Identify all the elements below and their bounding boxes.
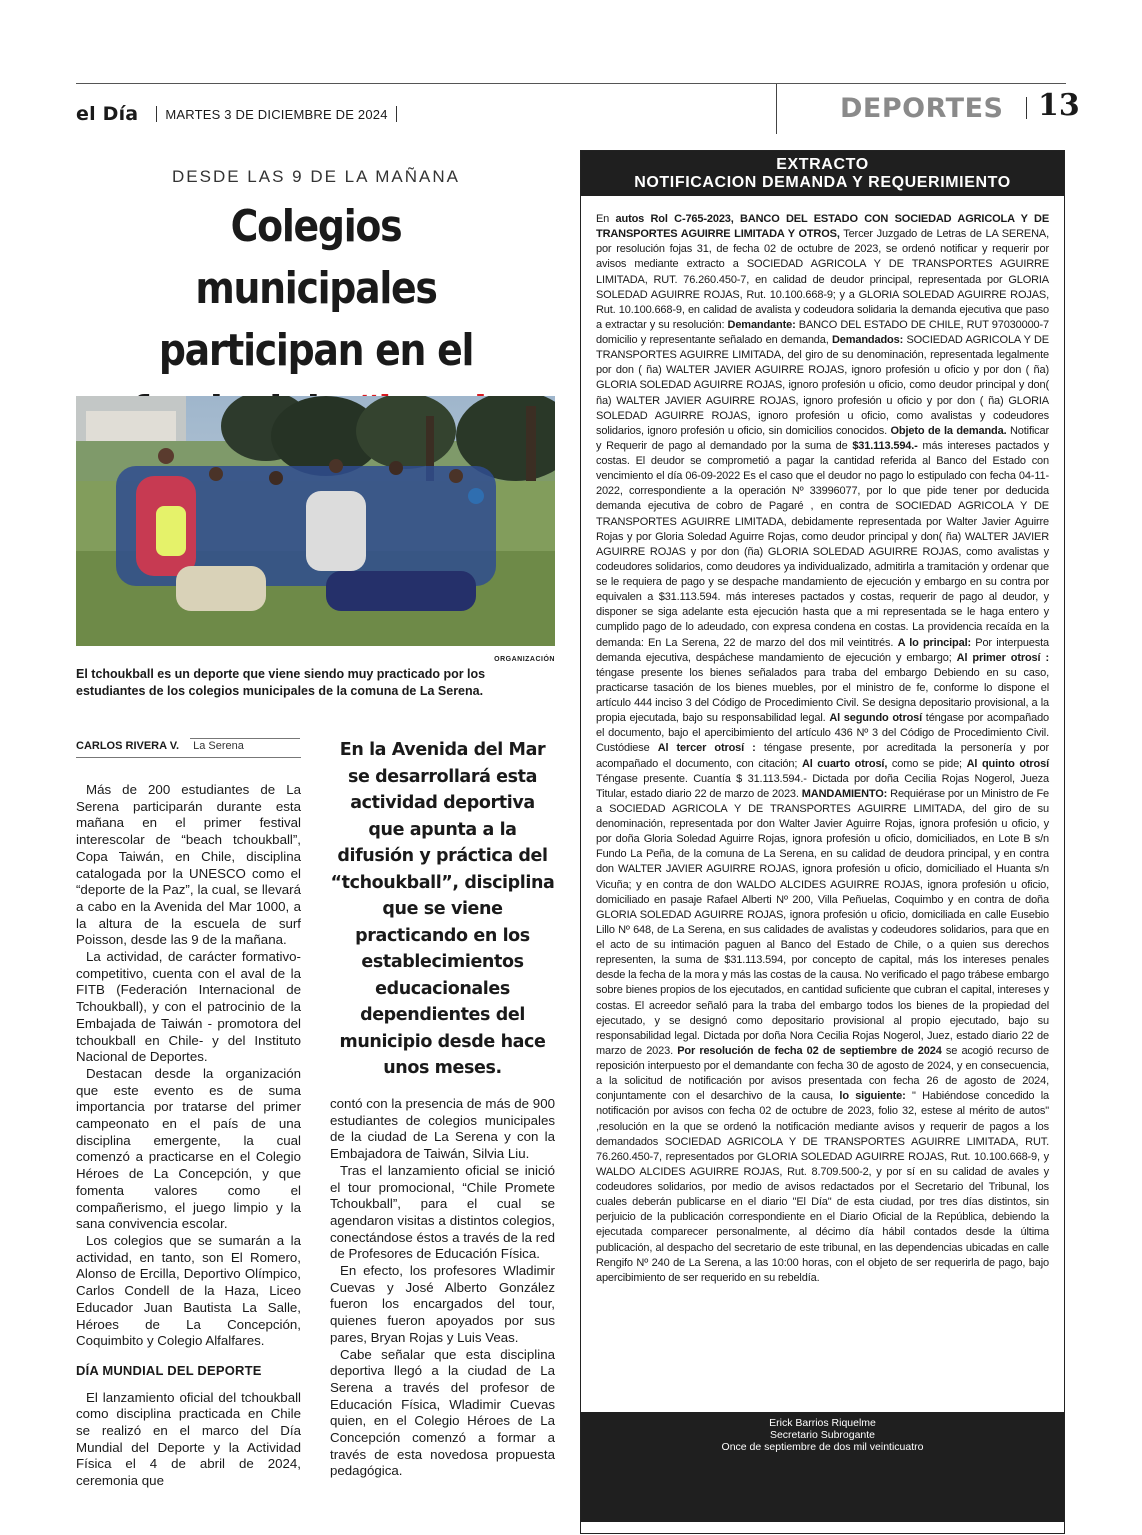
paragraph: Tras el lanzamiento oficial se inició el tour promocional, “Chile Promete Tchoukball”, para el cual se agendaron visitas a distintos colegios, conectándose éstos a través de la red de Profesores de Educación Física. [330, 1162, 555, 1262]
author-location: La Serena [193, 740, 244, 752]
article-subhead: DÍA MUNDIAL DEL DEPORTE [76, 1362, 262, 1378]
article-kicker: DESDE LAS 9 DE LA MAÑANA [172, 167, 460, 186]
paragraph: En efecto, los profesores Wladimir Cuevas y José Alberto González fueron los encargados del tour, quienes fueron apoyados por sus pares, Bryan Rojas y Luis Veas. [330, 1263, 555, 1345]
author-name: CARLOS RIVERA V. [76, 740, 180, 752]
signatory-title: Secretario Subrogante [769, 1429, 876, 1441]
byline [76, 740, 301, 752]
photo-credit: ORGANIZACIÓN [494, 656, 555, 663]
article-column-1 [76, 782, 301, 1490]
paragraph: Más de 200 estudiantes de La Serena participarán durante esta mañana en el primer festival interescolar de “beach tchoukball”, Copa Taiwán, en Chile, disciplina catalogada por la UNESCO como el “deporte de la Paz”, la cual, se llevará a cabo en la Avenida del Mar 1000, a la altura de la escuela de surf Poisson, desde las 9 de la mañana. [76, 782, 301, 948]
paragraph: Cabe señalar que esta disciplina deportiva llegó a la ciudad de La Serena a través del profesor de Educación Física, Wladimir Cuevas quien, en el Colegio Héroes de La Concepción comenzó a formar a través de esta novedosa propuesta pedagógica. [330, 1346, 555, 1479]
paragraph: Los colegios que se sumarán a la actividad, en tanto, son El Romero, Alonso de Ercilla, Deportivo Olímpico, Carlos Condell de la Haza, Liceo Educador Juan Bautista La Salle, Héroes de La Concepción, Coquimbito y Colegio Alfalfares. [76, 1232, 301, 1349]
legal-notice-signature [581, 1412, 1064, 1522]
newspaper-logo: el Día [76, 103, 139, 125]
paragraph: contó con la presencia de más de 900 estudiantes de colegios municipales de la ciudad de La Serena y con la Embajadora de Taiwán, Silvia Liu. [330, 1096, 555, 1162]
group-photo-illustration [76, 396, 555, 646]
paragraph: El lanzamiento oficial del tchoukball como disciplina practicada en Chile se realizó en el marco del Día Mundial del Deporte y la Actividad Física el 4 de abril de 2024, ceremonia que [76, 1389, 301, 1489]
signatory-name: Erick Barrios Riquelme [769, 1417, 876, 1429]
masthead [76, 100, 776, 128]
paragraph: La actividad, de carácter formativo-competitivo, cuenta con el aval de la FITB (Federación Internacional de Tchoukball), y con el patrocinio de la Embajada de Taiwán - promotora del tchoukball en Chile- y del Instituto Nacional de Deportes. [76, 949, 301, 1065]
section-divider [776, 84, 777, 134]
top-rule [76, 83, 1066, 84]
article-photo [76, 396, 555, 646]
issue-date: MARTES 3 DE DICIEMBRE DE 2024 [165, 106, 388, 122]
legal-notice-body: En autos Rol C-765-2023, BANCO DEL ESTADO CON SOCIEDAD AGRICOLA Y DE TRANSPORTES AGUIRRE LIMITADA Y OTROS, Tercer Juzgado de Letras de LA SERENA, por resolución fojas 31, de fecha 02 de octubre de 2023, se ordenó notificar y requerir por avisos mediante extracto a SOCIEDAD AGRICOLA Y DE TRANSPORTES AGUIRRE LIMITADA, RUT. 76.260.450-7, en calidad de deudor principal, representada por GLORIA SOLEDAD AGUIRRE ROJAS, Rut. 10.100.668-9; y a GLORIA SOLEDAD AGUIRRE ROJAS, Rut. 10.100.668-9, en calidad de avalista y codeudora solidaria la demanda ejecutiva que paso a extractar y su resolución: Demandante: BANCO DEL ESTADO DE CHILE, RUT 97030000-7 domicilio y representante señalado en demanda, Demandados: SOCIEDAD AGRICOLA Y DE TRANSPORTES AGUIRRE LIMITADA, del giro de su denominación, representada legalmente por don ( ña) WALTER JAVIER AGUIRRE ROJAS, ignoro profesión u oficio y por don ( ña) GLORIA SOLEDAD AGUIRRE ROJAS, ignoro profesión u oficio, como deudor principal y don( ña) WALTER JAVIER AGUIRRE ROJAS, ignoro profesión u oficio y por don ( ña) GLORIA SOLEDAD AGUIRRE ROJAS, ignoro profesión u oficio, como avalistas y codeudores solidarios, ignoro profesión u oficio, sin domicilios conocidos. Objeto de la demanda. Notificar y Requerir de pago al demandado por la suma de $31.113.594.- más intereses pactados y costas. El deudor se comprometió a pagar la cantidad referida al Banco del Estado con vencimiento el día 06-09-2022 Es el caso que el deudor no pago lo estipulado con fecha 04-11-2022, correspondiente a la operación Nº 33996077, por lo que pide tener por deducida demanda ejecutiva de cobro de Pagaré , en contra de SOCIEDAD AGRICOLA Y DE TRANSPORTES AGUIRRE LIMITADA, debidamente representada por Walter Javier Aguirre Rojas y por Gloria Soledad Aguirre Rojas, como deudor principal y don( ña) WALTER JAVIER AGUIRRE ROJAS y por don (ña) GLORIA SOLEDAD AGUIRRE ROJAS, como avalistas y codeudores solidarios, como deudores ya individualizado, admitirla a tramitación y ordenar que se le requiera de pago y se despache mandamiento de ejecución y embargo en su contra por equivalen a $31.113.594. más intereses pactados y costas, requerir de pago al deudor, y disponer se siga adelante esta ejecución hasta que a mi representada se le haga entero y cumplido pago de lo adeudado, con expresa condena en costas. La providencia recaída en la demanda: En La Serena, 22 de marzo del dos mil veintitrés. A lo principal: Por interpuesta demanda ejecutiva, despáchese mandamiento de ejecución y embargo; Al primer otrosí : téngase presente los bienes señalados para traba del embargo Debiendo en su caso, practicarse tasación de los bienes muebles, por el ministro de fe, conforme lo dispone el artículo 444 inciso 3 del Código de Procedimiento Civil. Se designa depositario provisional, a la propia ejecutada, bajo su responsabilidad legal. Al segundo otrosí téngase por acompañado el documento, bajo el apercibimiento del artículo 436 Nº 3 del Código de Procedimiento Civil. Custódiese Al tercer otrosí : téngase presente, por acreditada la personería y por acompañado el documento, con citación; Al cuarto otrosí, como se pide; Al quinto otrosí Téngase presente. Cuantía $ 31.113.594.- Dictada por doña Cecilia Rojas Nogerol, Jueza Titular, estado diario 22 de marzo de 2023. MANDAMIENTO: Requiérase por un Ministro de Fe a SOCIEDAD AGRICOLA Y DE TRANSPORTES AGUIRRE LIMITADA, del giro de su denominación, representada por don Walter Javier Aguirre Rojas, ignora profesión u oficio, y por doña Gloria Soledad Aguirre Rojas, ignora profesión u oficio, domiciliados, en Lote B s/n Fundo La Peña, de la comuna de La Serena, en su calidad de deudora principal, y en contra don WALTER JAVIER AGUIRRE ROJAS, ignora profesión u oficio, domiciliado el Huanta s/n Vicuña; y en contra de don WALDO ALCIDES AGUIRRE ROJAS, ignora profesión u oficio, domiciliado en pasaje Rafael Alberti Nº 200, Villa Peñuelas, Coquimbo y en contra de doña GLORIA SOLEDAD AGUIRRE ROJAS, ignora profesión u oficio, domiciliada en calle Eusebio Lillo Nº 648, de La Serena, en sus calidades de avalistas y codeudores solidarios, para que en el acto de su intimación paguen al Banco del Estado de Chile, o a quien sus derechos representen, la suma de $31.113.594, por concepto de capital, más los intereses penales desde la fecha de la mora y más las costas de la causa. No verificado el pago trábese embargo sobre bienes propios de los ejecutados, en cantidad suficiente que cubran el capital, intereses y costas. El acreedor señaló para la traba del embargo todos los bienes de la propiedad del ejecutado, y se designó como depositario provisional al propio ejecutado, bajo su responsabilidad legal. Dictada por doña Nora Cecilia Rojas Nogerol, Juez, estado diario 22 de marzo de 2023. Por resolución de fecha 02 de septiembre de 2024 se acogió recurso de reposición interpuesto por el demandante con fecha 30 de agosto de 2024, y en consecuencia, a la solicitud de notificación por avisos presentada con fecha 26 de agosto de 2024, conjuntamente con el desarchivo de la causa, lo siguiente: " Habiéndose concedido la notificación por avisos con fecha 02 de octubre de 2023, folio 32, estese al mérito de autos" ,resolución en la que se ordenó la notificación mediante avisos y requerir de pagos a los demandados SOCIEDAD AGRICOLA Y DE TRANSPORTES AGUIRRE LIMITADA, RUT. 76.260.450-7, representados por GLORIA SOLEDAD AGUIRRE ROJAS, Rut. 10.100.668-9, y WALDO ALCIDES AGUIRRE ROJAS, Rut. 8.709.500-2, y por sí en su calidad de avales y codeudores solidarios, por medio de avisos redactados por el Secretario del Tribunal, los cuales deberán publicarse en el diario "El Día" de esta ciudad, por tres días distintos, sin perjuicio de la publicación correspondiente en el Diario Oficial de la República, debiendo la ejecutada comparecer personalmente, al décimo día hábil contados desde la última publicación, al despacho del secretario de este tribunal, en las dependencias ubicadas en calle Rengifo Nº 240 de La Serena, a las 10:00 horas, con el objeto de ser requerirla de pago, bajo apercibimiento de ser requerido en su rebeldía. [596, 213, 1050, 1284]
byline-rule [76, 757, 301, 758]
legal-notice-title: EXTRACTO [776, 156, 869, 173]
legal-notice-header [581, 151, 1064, 196]
section-name: DEPORTES [840, 93, 1004, 124]
paragraph: Destacan desde la organización que este evento es de suma importancia por tratarse del primer campeonato en el país de una disciplina emergente, la cual comenzó a practicarse en el Colegio Héroes de La Concepción, y que fomenta valores como el compañerismo, el juego limpio y la sana convivencia escolar. [76, 1065, 301, 1232]
pull-quote: En la Avenida del Mar se desarrollará esta actividad deportiva que apunta a la difusión y práctica del “tchoukball”, disciplina que se viene practicando en los establecimientos educacionales dependientes del municipio desde hace unos meses. [330, 740, 555, 1078]
article-column-2 [330, 1096, 555, 1480]
page-divider [1026, 97, 1027, 119]
byline-rule-top [190, 738, 300, 739]
photo-caption: El tchoukball es un deporte que viene siendo muy practicado por los estudiantes de los colegios municipales de la comuna de La Serena. [76, 667, 486, 698]
page-number: 13 [1038, 88, 1080, 123]
headline-text: Colegios municipales participan en el [158, 201, 474, 376]
signature-date: Once de septiembre de dos mil veinticuatro [721, 1441, 924, 1453]
legal-notice-subtitle: NOTIFICACION DEMANDA Y REQUERIMIENTO [634, 174, 1011, 191]
